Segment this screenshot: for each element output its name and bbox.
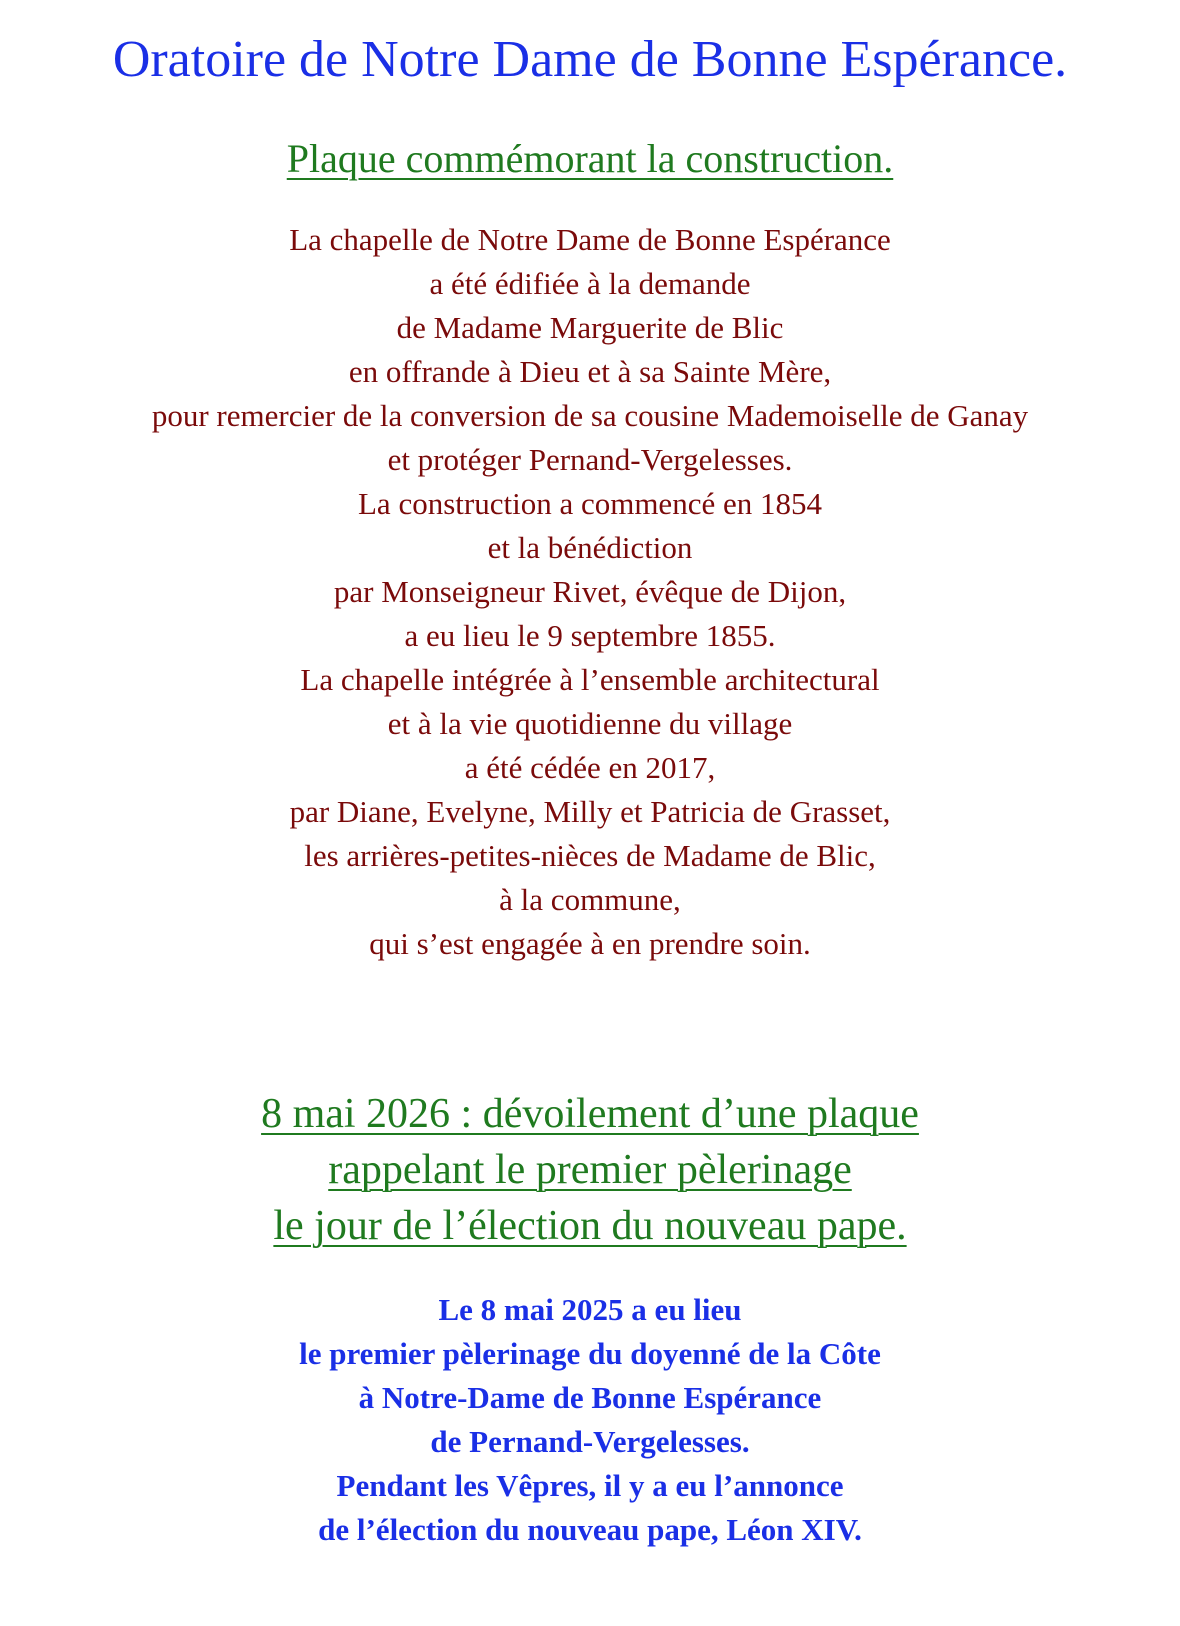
pilgrimage-line: à Notre-Dame de Bonne Espérance: [358, 1380, 822, 1415]
plaque-inscription: [0, 218, 1180, 966]
plaque-line: les arrières-petites-nièces de Madame de Blic,: [304, 838, 876, 873]
plaque-line: en offrande à Dieu et à sa Sainte Mère,: [348, 354, 832, 389]
heading-line: 8 mai 2026 : dévoilement d’une plaque: [261, 1091, 919, 1137]
plaque-line: a été édifiée à la demande: [429, 266, 751, 301]
heading-line: le jour de l’élection du nouveau pape.: [273, 1203, 907, 1249]
plaque-line: à la commune,: [499, 882, 681, 917]
plaque-line: a eu lieu le 9 septembre 1855.: [404, 618, 776, 653]
plaque-line: La chapelle de Notre Dame de Bonne Espérance: [289, 222, 891, 257]
plaque-line: et protéger Pernand-Vergelesses.: [387, 442, 793, 477]
plaque-line: par Diane, Evelyne, Milly et Patricia de Grasset,: [289, 794, 891, 829]
section-heading-plaque: Plaque commémorant la construction.: [286, 136, 894, 181]
pilgrimage-paragraph: [0, 1288, 1180, 1552]
pilgrimage-line: de Pernand-Vergelesses.: [430, 1424, 750, 1459]
plaque-line: qui s’est engagée à en prendre soin.: [369, 926, 811, 961]
pilgrimage-line: Pendant les Vêpres, il y a eu l’annonce: [336, 1468, 844, 1503]
plaque-line: La construction a commencé en 1854: [358, 486, 822, 521]
pilgrimage-line: Le 8 mai 2025 a eu lieu: [438, 1292, 742, 1327]
plaque-line: et à la vie quotidienne du village: [387, 706, 793, 741]
plaque-line: a été cédée en 2017,: [464, 750, 716, 785]
plaque-line: et la bénédiction: [487, 530, 693, 565]
plaque-line: de Madame Marguerite de Blic: [396, 310, 784, 345]
heading-line: rappelant le premier pèlerinage: [328, 1147, 852, 1193]
pilgrimage-line: le premier pèlerinage du doyenné de la Côte: [299, 1336, 881, 1371]
page-title: Oratoire de Notre Dame de Bonne Espérance.: [112, 31, 1068, 88]
plaque-line: La chapelle intégrée à l’ensemble architectural: [300, 662, 880, 697]
section-heading-unveiling: [0, 1086, 1180, 1254]
pilgrimage-line: de l’élection du nouveau pape, Léon XIV.: [318, 1512, 862, 1547]
plaque-line: par Monseigneur Rivet, évêque de Dijon,: [333, 574, 847, 609]
plaque-line: pour remercier de la conversion de sa cousine Mademoiselle de Ganay: [151, 398, 1029, 433]
